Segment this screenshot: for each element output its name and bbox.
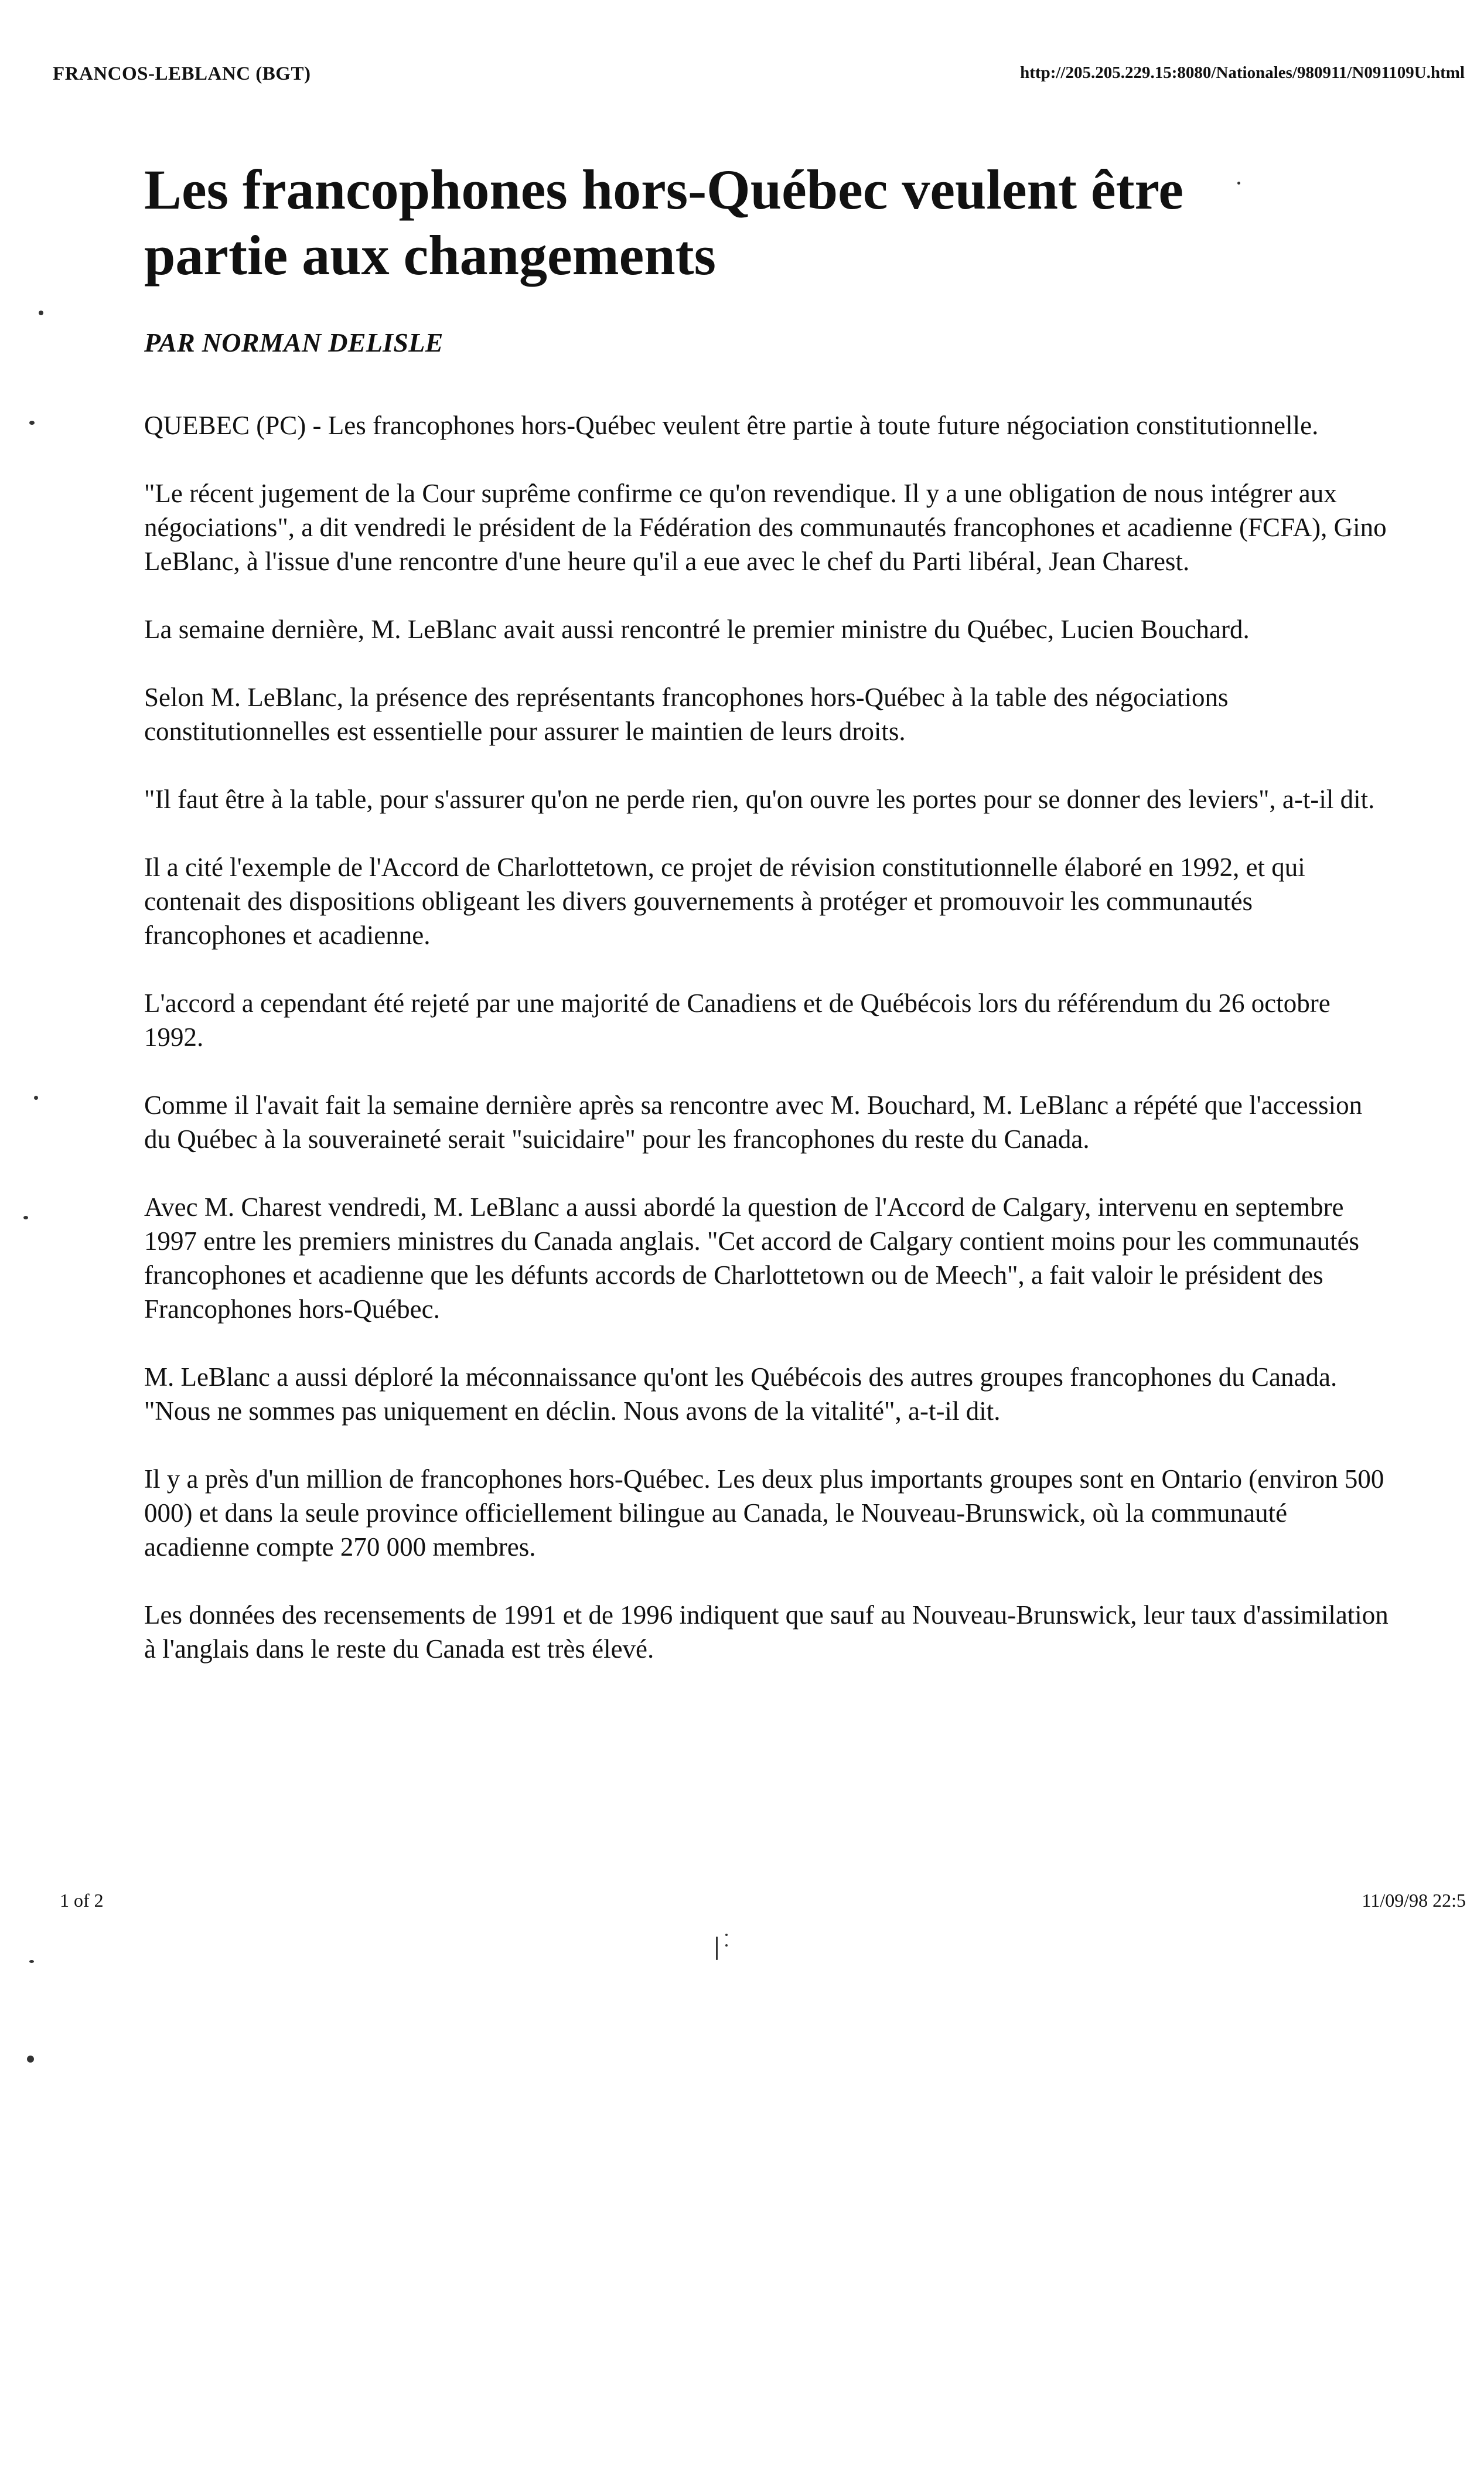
- scan-speck: [27, 2056, 34, 2063]
- article-headline: Les francophones hors-Québec veulent être partie aux changements: [144, 158, 1184, 287]
- scan-speck: [23, 1216, 28, 1219]
- article-byline: PAR NORMAN DELISLE: [144, 328, 444, 357]
- scan-speck: [34, 1096, 38, 1100]
- scan-speck: [39, 311, 43, 315]
- scan-speck: [1237, 182, 1240, 185]
- article-paragraph: QUEBEC (PC) - Les francophones hors-Québec veulent être partie à toute future négociation constitutionnelle.: [144, 411, 1319, 440]
- article-paragraph: Les données des recensements de 1991 et de 1996 indiquent que sauf au Nouveau-Brunswick, leur taux d'assimilation à l'anglais dans le reste du Canada est très élevé.: [144, 1600, 1389, 1664]
- article-paragraph: Comme il l'avait fait la semaine dernière après sa rencontre avec M. Bouchard, M. LeBlanc a répété que l'accession du Québec à la souveraineté serait "suicidaire" pour les francophones du reste du Canada.: [144, 1090, 1363, 1154]
- scan-speck: [716, 1937, 718, 1960]
- article-body: [144, 408, 1392, 1666]
- print-footer: [60, 1890, 1466, 1919]
- article-paragraph: M. LeBlanc a aussi déploré la méconnaissance qu'ont les Québécois des autres groupes francophones du Canada. "Nous ne sommes pas uniquement en déclin. Nous avons de la vitalité", a-t-il dit.: [144, 1362, 1338, 1426]
- article-paragraph: "Le récent jugement de la Cour suprême confirme ce qu'on revendique. Il y a une obligation de nous intégrer aux négociations", a dit vendredi le président de la Fédération des communautés francophones et acadienne (FCFA), Gino LeBlanc, à l'issue d'une rencontre d'une heure qu'il a eue avec le chef du Parti libéral, Jean Charest.: [144, 479, 1387, 576]
- page-number: 1 of 2: [60, 1890, 104, 1911]
- article-paragraph: Il a cité l'exemple de l'Accord de Charlottetown, ce projet de révision constitutionnelle élaboré en 1992, et qui contenait des dispositions obligeant les divers gouvernements à protéger et promouvoir les communautés francophones et acadienne.: [144, 853, 1305, 950]
- article-paragraph: Avec M. Charest vendredi, M. LeBlanc a aussi abordé la question de l'Accord de Calgary, intervenu en septembre 1997 entre les premiers ministres du Canada anglais. "Cet accord de Calgary contient moins pour les communautés francophones et acadienne que les défunts accords de Charlottetown ou de Meech", a fait valoir le président des Francophones hors-Québec.: [144, 1192, 1360, 1324]
- article-paragraph: "Il faut être à la table, pour s'assurer qu'on ne perde rien, qu'on ouvre les portes pour se donner des leviers", a-t-il dit.: [144, 785, 1375, 814]
- article-paragraph: Selon M. LeBlanc, la présence des représentants francophones hors-Québec à la table des négociations constitutionnelles est essentielle pour assurer le maintien de leurs droits.: [144, 683, 1229, 746]
- article-paragraph: L'accord a cependant été rejeté par une majorité de Canadiens et de Québécois lors du référendum du 26 octobre 1992.: [144, 989, 1331, 1052]
- article: [144, 157, 1392, 1700]
- print-header: [53, 63, 1465, 98]
- print-header-url: http://205.205.229.15:8080/Nationales/980911/N091109U.html: [1020, 63, 1465, 82]
- scan-speck: [29, 421, 35, 425]
- scan-speck: [29, 1960, 34, 1963]
- article-paragraph: Il y a près d'un million de francophones hors-Québec. Les deux plus importants groupes sont en Ontario (environ 500 000) et dans la seule province officiellement bilingue au Canada, le Nouveau-Brunswick, où la communauté acadienne compte 270 000 membres.: [144, 1464, 1384, 1562]
- scan-speck: [725, 1934, 728, 1936]
- print-timestamp: 11/09/98 22:5: [1362, 1890, 1466, 1911]
- scan-speck: [725, 1944, 728, 1947]
- print-header-title: FRANCOS-LEBLANC (BGT): [53, 63, 311, 84]
- article-paragraph: La semaine dernière, M. LeBlanc avait aussi rencontré le premier ministre du Québec, Lucien Bouchard.: [144, 615, 1250, 644]
